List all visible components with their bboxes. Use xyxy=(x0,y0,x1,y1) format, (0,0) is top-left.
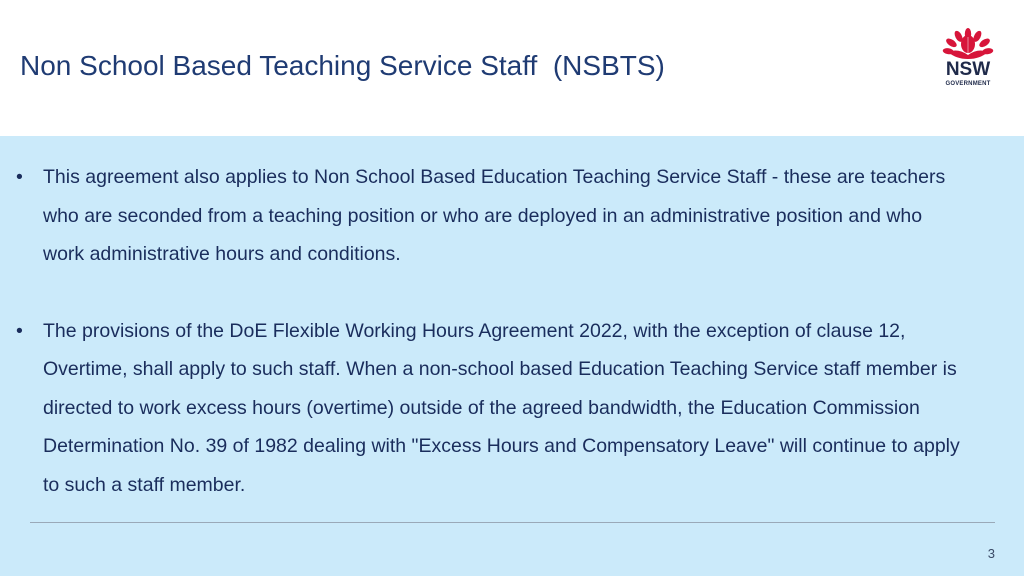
page-number: 3 xyxy=(987,546,995,561)
bullet-text: This agreement also applies to Non School Based Education Teaching Service Staff - these are teachers who are seconded from a teaching position or who are deployed in an administrative position and who work administrative hours and conditions. xyxy=(43,166,946,265)
slide-content xyxy=(0,136,1024,576)
bullet-text: The provisions of the DoE Flexible Working Hours Agreement 2022, with the exception of clause 12, Overtime, shall apply to such staff. When a non-school based Education Teaching Service staff member is directed to work excess hours (overtime) outside of the agreed bandwidth, the Education Commission Determination No. 39 of 1982 dealing with "Excess Hours and Compensatory Leave" will continue to apply to such a staff member. xyxy=(43,319,960,496)
bullet-marker: • xyxy=(16,166,23,188)
bullet-item xyxy=(0,158,963,274)
logo-subtitle: GOVERNMENT xyxy=(945,81,991,87)
bullet-marker: • xyxy=(16,319,23,342)
slide-header xyxy=(0,0,1024,136)
logo-wordmark: NSW xyxy=(945,59,991,80)
slide-title: Non School Based Teaching Service Staff (NSBTS) xyxy=(20,50,665,81)
nsw-government-logo xyxy=(938,28,998,92)
footer-divider xyxy=(30,522,995,523)
bullet-list xyxy=(0,158,1024,504)
bullet-item xyxy=(0,312,963,505)
waratah-flower-icon xyxy=(938,28,998,60)
